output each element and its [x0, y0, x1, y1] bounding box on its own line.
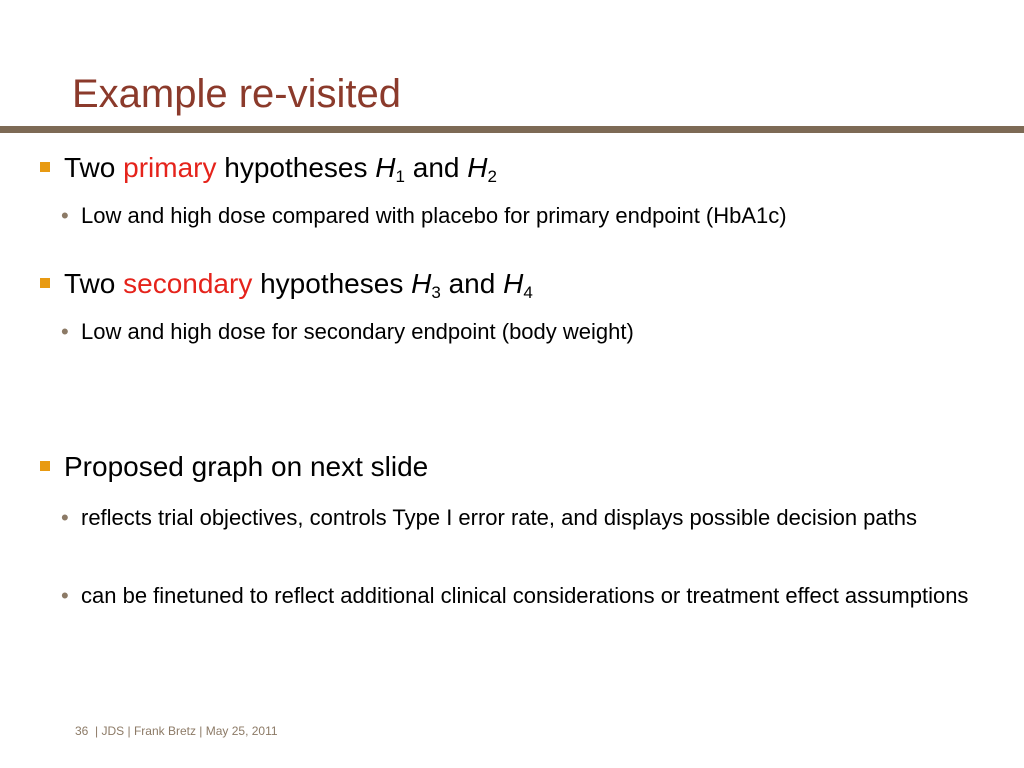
bullet-secondary-hypotheses — [40, 268, 533, 300]
bullet-text — [64, 268, 533, 302]
page-number: 36 — [75, 724, 89, 738]
dot-bullet-icon: • — [61, 505, 69, 530]
hypothesis-h3-subscript: 3 — [431, 283, 441, 302]
bullet-suffix: hypotheses — [260, 268, 404, 299]
slide-title: Example re-visited — [72, 72, 402, 116]
hypothesis-h4-subscript: 4 — [523, 283, 533, 302]
footer — [75, 724, 278, 738]
sub-bullet-text: Low and high dose for secondary endpoint (body weight) — [81, 319, 634, 344]
highlight-primary: primary — [123, 152, 217, 183]
sub-bullet-trial-objectives — [61, 502, 991, 534]
hypothesis-h3: H — [411, 268, 432, 299]
square-bullet-icon — [40, 461, 50, 471]
sub-bullet-primary-endpoint — [61, 200, 991, 232]
sub-bullet-text: Low and high dose compared with placebo for primary endpoint (HbA1c) — [81, 203, 787, 228]
square-bullet-icon — [40, 278, 50, 288]
bullet-proposed-graph — [40, 451, 428, 483]
bullet-prefix: Two — [64, 152, 116, 183]
sub-bullet-secondary-endpoint — [61, 316, 991, 348]
bullet-text: Proposed graph on next slide — [64, 451, 429, 482]
hypothesis-h2: H — [467, 152, 488, 183]
bullet-primary-hypotheses — [40, 152, 497, 184]
conjunction: and — [412, 152, 460, 183]
bullet-prefix: Two — [64, 268, 116, 299]
hypothesis-h2-subscript: 2 — [487, 167, 497, 186]
title-rule — [0, 126, 1024, 133]
bullet-suffix: hypotheses — [224, 152, 368, 183]
hypothesis-h1: H — [375, 152, 396, 183]
sub-bullet-finetuned — [61, 580, 991, 612]
sub-bullet-text: can be finetuned to reflect additional clinical considerations or treatment effect assumptions — [81, 583, 969, 608]
hypothesis-h1-subscript: 1 — [395, 167, 405, 186]
conjunction: and — [448, 268, 496, 299]
highlight-secondary: secondary — [123, 268, 253, 299]
sub-bullet-text: reflects trial objectives, controls Type I error rate, and displays possible decision paths — [81, 505, 917, 530]
dot-bullet-icon: • — [61, 319, 69, 344]
dot-bullet-icon: • — [61, 203, 69, 228]
hypothesis-h4: H — [503, 268, 524, 299]
square-bullet-icon — [40, 162, 50, 172]
dot-bullet-icon: • — [61, 583, 69, 608]
bullet-text — [64, 152, 497, 186]
footer-info: | JDS | Frank Bretz | May 25, 2011 — [95, 724, 278, 738]
